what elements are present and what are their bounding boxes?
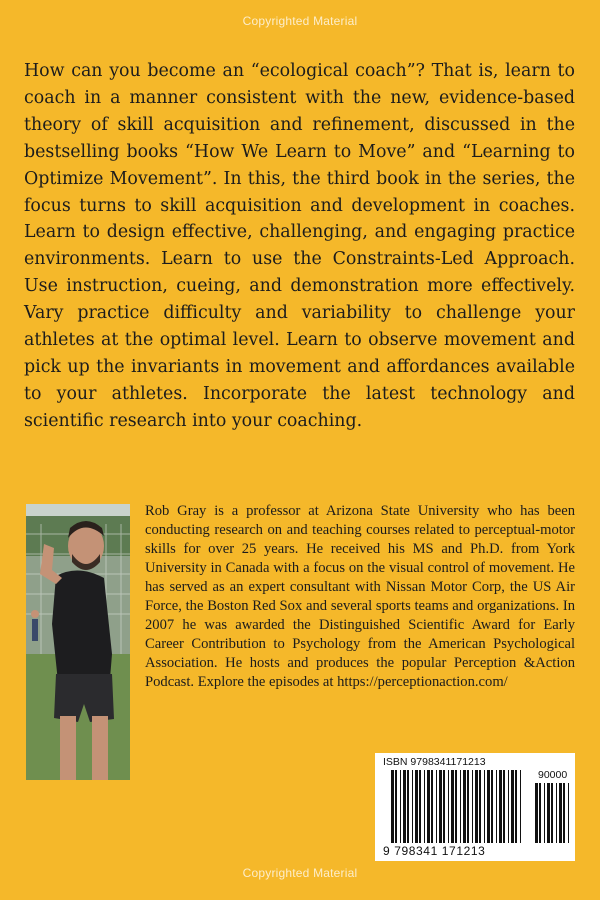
isbn-barcode (375, 753, 575, 861)
price-code: 90000 (538, 769, 568, 781)
copyright-watermark-top: Copyrighted Material (242, 14, 358, 28)
copyright-watermark-bottom: Copyrighted Material (242, 866, 358, 880)
isbn-label: ISBN 9798341171213 (383, 756, 486, 768)
back-cover-blurb: How can you become an “ecological coach”? That is, learn to coach in a manner consistent with the new, evidence-based theory of skill acquisition and refinement, discussed in the bestselling books “How We Learn to Move” and “Learning to Optimize Movement”. In this, the third book in the series, the focus turns to skill acquisition and development in coaches. Learn to design effective, challenging, and engaging practice environments. Learn to use the Constraints-Led Approach. Use instruction, cueing, and demonstration more effectively. Vary practice difficulty and variability to challenge your athletes at the optimal level. Learn to observe movement and pick up the invariants in movement and affordances available to your athletes. Incorporate the latest technology and scientific research into your coaching. (24, 61, 575, 431)
author-bio: Rob Gray is a professor at Arizona State University who has been conducting research on and teaching courses related to perceptual-motor skills for over 25 years. He received his MS and Ph.D. from York University in Canada with a focus on the visual control of movement. He has served as an expert consultant with Nissan Motor Corp, the US Air Force, the Boston Red Sox and several sports teams and organizations. In 2007 he was awarded the Distinguished Scientific Award for Early Career Contribution to Psychology from the American Psychological Association. He hosts and produces the popular Perception &Action Podcast. Explore the episodes at https://perceptionaction.com/ (145, 503, 575, 690)
author-photo (26, 504, 130, 780)
ean-digits: 9 798341 171213 (383, 844, 486, 858)
